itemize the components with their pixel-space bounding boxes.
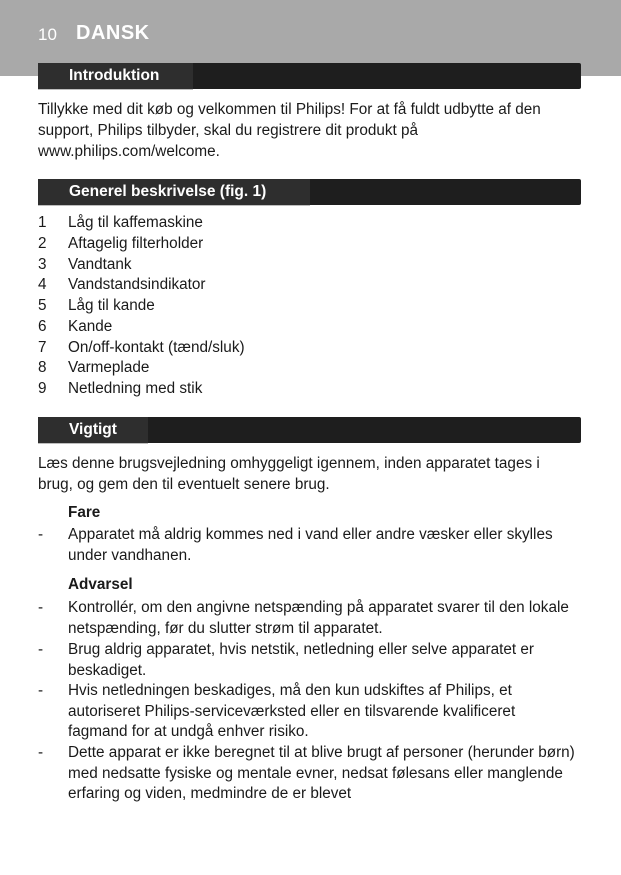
item-label: Vandtank (68, 255, 132, 273)
item-number: 7 (38, 338, 47, 356)
item-label: Låg til kaffemaskine (68, 214, 203, 231)
danger-item (38, 525, 578, 566)
item-label: Kande (68, 317, 113, 335)
warning-text: Hvis netledningen beskadiges, må den kun udskiftes af Philips, et autoriseret Philips-serviceværksted eller en tilsvarende kvalificeret fagmand for at undgå enhver risiko. (68, 682, 516, 740)
page-number: 10 (38, 25, 57, 44)
danger-heading: Fare (68, 504, 101, 521)
item-number: 4 (38, 276, 47, 294)
warning-item (38, 681, 578, 743)
section-bar-generel-beskrivelse (38, 179, 581, 205)
language-title: DANSK (76, 22, 150, 44)
item-label: Varmeplade (68, 359, 150, 377)
item-label: Vandstandsindikator (68, 276, 206, 294)
warning-text: Brug aldrig apparatet, hvis netstik, netledning eller selve apparatet er beskadiget. (68, 641, 534, 679)
item-label: On/off-kontakt (tænd/sluk) (68, 338, 245, 356)
item-number: 8 (38, 359, 47, 377)
item-number: 3 (38, 255, 47, 273)
intro-paragraph: Tillykke med dit køb og velkommen til Philips! For at få fuldt udbytte af den support, Philips tilbyder, skal du registrere dit produkt på www.philips.com/welcome. (38, 101, 541, 160)
section-title-generel-beskrivelse: Generel beskrivelse (fig. 1) (69, 183, 267, 200)
bullet-dash: - (38, 641, 44, 658)
danger-text: Apparatet må aldrig kommes ned i vand eller andre væsker eller skylles under vandhanen. (68, 526, 553, 564)
item-label: Netledning med stik (68, 380, 203, 397)
item-number: 1 (38, 214, 47, 231)
item-label: Låg til kande (68, 297, 155, 314)
warning-text: Kontrollér, om den angivne netspænding på apparatet svarer til den lokale netspænding, før du slutter strøm til apparatet. (68, 599, 569, 637)
section-title-introduktion: Introduktion (69, 67, 160, 84)
warning-heading: Advarsel (68, 576, 133, 593)
bullet-dash: - (38, 599, 44, 616)
item-number: 5 (38, 297, 47, 314)
item-number: 6 (38, 317, 47, 335)
warning-item (38, 598, 578, 639)
bullet-dash: - (38, 744, 44, 761)
important-intro: Læs denne brugsvejledning omhyggeligt igennem, inden apparatet tages i brug, og gem den til eventuelt senere brug. (38, 455, 540, 493)
section-bar-introduktion (38, 63, 581, 89)
warning-item (38, 640, 578, 681)
bullet-dash: - (38, 526, 44, 543)
item-label: Aftagelig filterholder (68, 234, 204, 252)
warning-text: Dette apparat er ikke beregnet til at blive brugt af personer (herunder børn) med nedsatte fysiske og mentale evner, nedsat følesans eller manglende erfaring og viden, medmindre de er blevet (68, 744, 575, 802)
item-number: 2 (38, 234, 47, 252)
section-title-vigtigt: Vigtigt (69, 421, 117, 438)
bullet-dash: - (38, 682, 44, 699)
warning-item (38, 743, 578, 805)
section-bar-vigtigt (38, 417, 581, 443)
item-number: 9 (38, 380, 47, 397)
